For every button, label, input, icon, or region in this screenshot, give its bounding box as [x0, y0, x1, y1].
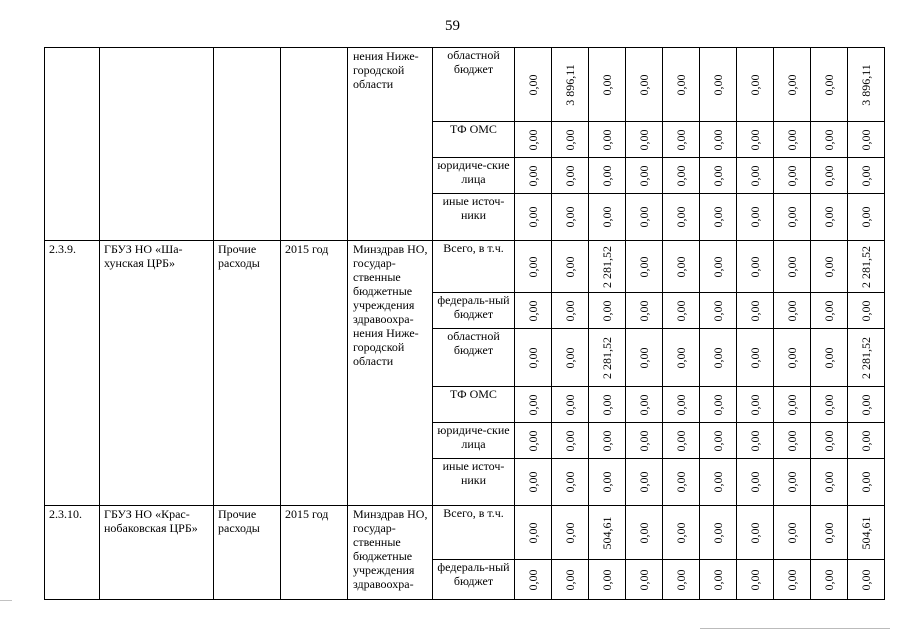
value-cell: [626, 459, 663, 506]
value-cell: [774, 329, 811, 387]
value-text: 0,00: [748, 430, 762, 451]
value-cell: [626, 293, 663, 329]
value-cell: [589, 48, 626, 122]
value-cell: [589, 241, 626, 293]
value-text: 0,00: [859, 569, 873, 590]
value-text: 0,00: [637, 300, 651, 321]
row-number: [45, 48, 100, 241]
value-text: 0,00: [563, 206, 577, 228]
value-cell: [663, 122, 700, 158]
value-cell: [811, 506, 848, 560]
value-cell: [848, 194, 885, 241]
value-cell: [848, 329, 885, 387]
value-cell: [663, 194, 700, 241]
value-text: 0,00: [711, 256, 725, 277]
value-text: 0,00: [859, 394, 873, 415]
value-text: 0,00: [526, 300, 540, 321]
funding-source: областной бюджет: [433, 329, 515, 387]
value-cell: [552, 329, 589, 387]
value-cell: [700, 387, 737, 423]
value-cell: [737, 560, 774, 600]
value-text: 0,00: [785, 256, 799, 277]
table-row: [45, 506, 885, 560]
value-text: 0,00: [600, 471, 614, 493]
value-cell: [737, 506, 774, 560]
value-text: 0,00: [822, 430, 836, 451]
value-text: 0,00: [563, 522, 577, 543]
value-text: 0,00: [822, 129, 836, 150]
value-text: 0,00: [600, 206, 614, 228]
value-text: 0,00: [748, 347, 762, 368]
value-text: 2 281,52: [859, 245, 873, 288]
page-number: 59: [445, 18, 460, 34]
value-cell: [848, 48, 885, 122]
value-cell: [700, 293, 737, 329]
value-text: 0,00: [785, 471, 799, 493]
value-text: 0,00: [563, 430, 577, 451]
value-cell: [663, 293, 700, 329]
value-text: 0,00: [674, 256, 688, 277]
value-text: 0,00: [674, 347, 688, 368]
value-text: 0,00: [785, 129, 799, 150]
value-text: 504,61: [859, 516, 873, 549]
value-cell: [552, 48, 589, 122]
value-cell: [811, 122, 848, 158]
value-cell: [552, 241, 589, 293]
value-text: 0,00: [822, 569, 836, 590]
responsible-body: Минздрав НО, государ-ственные бюджетные учреждения здравоохра-нения Ниже-городской области: [348, 241, 433, 506]
responsible-body: нения Ниже-городской области: [348, 48, 433, 241]
value-cell: [589, 122, 626, 158]
value-text: 0,00: [674, 522, 688, 543]
value-cell: [737, 158, 774, 194]
value-cell: [552, 423, 589, 459]
value-text: 0,00: [526, 522, 540, 543]
value-text: 0,00: [637, 256, 651, 277]
value-text: 3 896,11: [563, 63, 577, 106]
value-cell: [626, 387, 663, 423]
value-cell: [626, 241, 663, 293]
value-cell: [515, 423, 552, 459]
value-text: 0,00: [600, 165, 614, 186]
value-cell: [589, 423, 626, 459]
period: [281, 48, 348, 241]
value-cell: [774, 48, 811, 122]
value-cell: [552, 560, 589, 600]
value-cell: [774, 293, 811, 329]
value-cell: [774, 387, 811, 423]
value-text: 0,00: [785, 206, 799, 228]
value-cell: [552, 293, 589, 329]
funding-source: ТФ ОМС: [433, 122, 515, 158]
value-cell: [811, 329, 848, 387]
value-cell: [700, 48, 737, 122]
value-text: 0,00: [859, 165, 873, 186]
value-text: 0,00: [563, 394, 577, 415]
value-text: 0,00: [711, 569, 725, 590]
value-cell: [848, 506, 885, 560]
value-text: 0,00: [600, 394, 614, 415]
row-number: 2.3.9.: [45, 241, 100, 506]
value-cell: [700, 241, 737, 293]
value-text: 0,00: [748, 129, 762, 150]
value-text: 0,00: [859, 129, 873, 150]
value-text: 0,00: [822, 471, 836, 493]
value-text: 0,00: [785, 522, 799, 543]
value-cell: [848, 122, 885, 158]
value-text: 0,00: [822, 347, 836, 368]
value-cell: [774, 122, 811, 158]
margin-mark: [0, 600, 12, 601]
value-cell: [811, 387, 848, 423]
value-cell: [626, 423, 663, 459]
value-cell: [737, 423, 774, 459]
value-text: 0,00: [711, 300, 725, 321]
value-cell: [589, 158, 626, 194]
value-text: 0,00: [526, 347, 540, 368]
responsible-body: Минздрав НО, государ-ственные бюджетные учреждения здравоохра-: [348, 506, 433, 600]
value-text: 0,00: [711, 347, 725, 368]
value-cell: [515, 158, 552, 194]
value-cell: [737, 293, 774, 329]
value-text: 0,00: [711, 129, 725, 150]
value-cell: [515, 560, 552, 600]
value-cell: [774, 241, 811, 293]
funding-source: федераль-ный бюджет: [433, 293, 515, 329]
value-text: 0,00: [674, 165, 688, 186]
value-text: 0,00: [748, 300, 762, 321]
value-text: 0,00: [674, 394, 688, 415]
value-cell: [737, 329, 774, 387]
value-text: 0,00: [785, 165, 799, 186]
value-text: 0,00: [674, 430, 688, 451]
value-text: 0,00: [600, 430, 614, 451]
value-cell: [552, 194, 589, 241]
value-text: 0,00: [711, 471, 725, 493]
value-text: 0,00: [785, 430, 799, 451]
row-number: 2.3.10.: [45, 506, 100, 600]
value-text: 0,00: [711, 74, 725, 95]
value-cell: [737, 387, 774, 423]
value-text: 0,00: [637, 74, 651, 95]
value-text: 0,00: [785, 569, 799, 590]
funding-source: федераль-ный бюджет: [433, 560, 515, 600]
value-cell: [774, 506, 811, 560]
value-cell: [848, 560, 885, 600]
expense-type: [214, 48, 281, 241]
funding-source: иные источ-ники: [433, 194, 515, 241]
funding-source: Всего, в т.ч.: [433, 241, 515, 293]
funding-source: Всего, в т.ч.: [433, 506, 515, 560]
value-text: 0,00: [674, 569, 688, 590]
value-text: 0,00: [711, 430, 725, 451]
value-text: 0,00: [637, 206, 651, 228]
value-text: 0,00: [563, 165, 577, 186]
value-cell: [737, 122, 774, 158]
value-text: 504,61: [600, 516, 614, 549]
value-text: 0,00: [526, 206, 540, 228]
value-text: 0,00: [563, 569, 577, 590]
value-text: 0,00: [526, 129, 540, 150]
value-cell: [552, 506, 589, 560]
value-cell: [515, 387, 552, 423]
value-text: 0,00: [526, 74, 540, 95]
value-text: 2 281,52: [600, 245, 614, 288]
value-cell: [737, 459, 774, 506]
value-cell: [589, 387, 626, 423]
value-cell: [663, 48, 700, 122]
value-cell: [663, 387, 700, 423]
value-cell: [589, 506, 626, 560]
value-cell: [848, 387, 885, 423]
value-cell: [811, 293, 848, 329]
value-cell: [626, 122, 663, 158]
period: 2015 год: [281, 241, 348, 506]
value-text: 0,00: [637, 347, 651, 368]
value-cell: [626, 48, 663, 122]
value-cell: [626, 560, 663, 600]
value-text: 0,00: [600, 569, 614, 590]
value-cell: [552, 387, 589, 423]
value-text: 0,00: [748, 522, 762, 543]
value-text: 0,00: [526, 256, 540, 277]
value-text: 0,00: [785, 394, 799, 415]
value-cell: [552, 122, 589, 158]
value-text: 0,00: [674, 129, 688, 150]
value-text: 0,00: [822, 206, 836, 228]
value-text: 0,00: [674, 206, 688, 228]
institution-name: ГБУЗ НО «Крас-нобаковская ЦРБ»: [100, 506, 214, 600]
value-text: 0,00: [859, 430, 873, 451]
value-text: 2 281,52: [600, 336, 614, 379]
value-cell: [774, 560, 811, 600]
value-cell: [848, 158, 885, 194]
value-cell: [737, 48, 774, 122]
value-cell: [848, 241, 885, 293]
institution-name: ГБУЗ НО «Ша-хунская ЦРБ»: [100, 241, 214, 506]
value-cell: [700, 423, 737, 459]
value-text: 0,00: [785, 300, 799, 321]
value-text: 0,00: [822, 74, 836, 95]
value-text: 0,00: [748, 165, 762, 186]
value-cell: [663, 506, 700, 560]
value-text: 0,00: [748, 206, 762, 228]
value-cell: [589, 560, 626, 600]
value-cell: [700, 459, 737, 506]
funding-source: областной бюджет: [433, 48, 515, 122]
value-text: 0,00: [859, 471, 873, 493]
funding-source: юридиче-ские лица: [433, 158, 515, 194]
value-cell: [663, 329, 700, 387]
value-cell: [515, 48, 552, 122]
value-cell: [811, 241, 848, 293]
value-text: 0,00: [711, 165, 725, 186]
value-text: 0,00: [637, 522, 651, 543]
period: 2015 год: [281, 506, 348, 600]
value-cell: [737, 241, 774, 293]
budget-table: [44, 47, 885, 600]
value-text: 0,00: [711, 394, 725, 415]
value-cell: [700, 194, 737, 241]
value-cell: [774, 158, 811, 194]
expense-type: Прочие расходы: [214, 241, 281, 506]
value-text: 0,00: [748, 394, 762, 415]
institution-name: [100, 48, 214, 241]
value-cell: [515, 459, 552, 506]
budget-table-body: [45, 48, 885, 600]
value-text: 0,00: [600, 300, 614, 321]
value-text: 0,00: [822, 522, 836, 543]
value-cell: [626, 506, 663, 560]
value-cell: [589, 329, 626, 387]
value-text: 2 281,52: [859, 336, 873, 379]
value-cell: [589, 459, 626, 506]
value-cell: [811, 158, 848, 194]
value-cell: [811, 423, 848, 459]
value-text: 0,00: [637, 430, 651, 451]
value-cell: [811, 194, 848, 241]
value-cell: [515, 506, 552, 560]
value-cell: [811, 459, 848, 506]
value-cell: [626, 194, 663, 241]
value-cell: [811, 560, 848, 600]
value-text: 0,00: [563, 129, 577, 150]
value-cell: [700, 158, 737, 194]
value-text: 0,00: [785, 347, 799, 368]
value-text: 0,00: [563, 300, 577, 321]
funding-source: иные источ-ники: [433, 459, 515, 506]
value-cell: [626, 158, 663, 194]
value-cell: [663, 158, 700, 194]
value-text: 0,00: [822, 256, 836, 277]
value-text: 0,00: [711, 522, 725, 543]
value-text: 0,00: [526, 165, 540, 186]
table-row: [45, 241, 885, 293]
value-text: 0,00: [637, 569, 651, 590]
value-text: 0,00: [637, 129, 651, 150]
value-cell: [552, 158, 589, 194]
value-text: 0,00: [674, 300, 688, 321]
page-edge-line: [700, 628, 890, 629]
value-text: 0,00: [748, 256, 762, 277]
value-text: 0,00: [637, 471, 651, 493]
value-text: 0,00: [822, 300, 836, 321]
value-text: 0,00: [748, 74, 762, 95]
value-text: 0,00: [563, 347, 577, 368]
value-cell: [811, 48, 848, 122]
value-text: 0,00: [526, 430, 540, 451]
value-cell: [848, 293, 885, 329]
value-text: 0,00: [526, 569, 540, 590]
value-cell: [700, 329, 737, 387]
value-text: 0,00: [637, 165, 651, 186]
value-cell: [700, 506, 737, 560]
value-text: 0,00: [822, 165, 836, 186]
funding-source: юридиче-ские лица: [433, 423, 515, 459]
value-cell: [589, 194, 626, 241]
value-text: 0,00: [526, 471, 540, 493]
value-text: 0,00: [563, 471, 577, 493]
value-text: 0,00: [822, 394, 836, 415]
value-cell: [848, 423, 885, 459]
value-cell: [515, 241, 552, 293]
value-text: 0,00: [748, 569, 762, 590]
value-text: 0,00: [600, 74, 614, 95]
value-text: 0,00: [859, 300, 873, 321]
value-text: 0,00: [859, 206, 873, 228]
value-cell: [848, 459, 885, 506]
value-cell: [515, 329, 552, 387]
value-cell: [774, 423, 811, 459]
value-text: 0,00: [748, 471, 762, 493]
value-text: 0,00: [785, 74, 799, 95]
value-text: 0,00: [674, 471, 688, 493]
value-cell: [663, 459, 700, 506]
value-text: 3 896,11: [859, 63, 873, 106]
value-cell: [700, 122, 737, 158]
value-cell: [589, 293, 626, 329]
value-text: 0,00: [600, 129, 614, 150]
value-text: 0,00: [526, 394, 540, 415]
value-cell: [552, 459, 589, 506]
value-text: 0,00: [637, 394, 651, 415]
value-cell: [515, 194, 552, 241]
value-text: 0,00: [674, 74, 688, 95]
value-cell: [737, 194, 774, 241]
table-row: [45, 48, 885, 122]
value-cell: [663, 423, 700, 459]
value-text: 0,00: [563, 256, 577, 277]
funding-source: ТФ ОМС: [433, 387, 515, 423]
value-text: 0,00: [711, 206, 725, 228]
value-cell: [515, 293, 552, 329]
value-cell: [774, 194, 811, 241]
value-cell: [663, 241, 700, 293]
value-cell: [515, 122, 552, 158]
value-cell: [774, 459, 811, 506]
value-cell: [626, 329, 663, 387]
expense-type: Прочие расходы: [214, 506, 281, 600]
value-cell: [663, 560, 700, 600]
value-cell: [700, 560, 737, 600]
